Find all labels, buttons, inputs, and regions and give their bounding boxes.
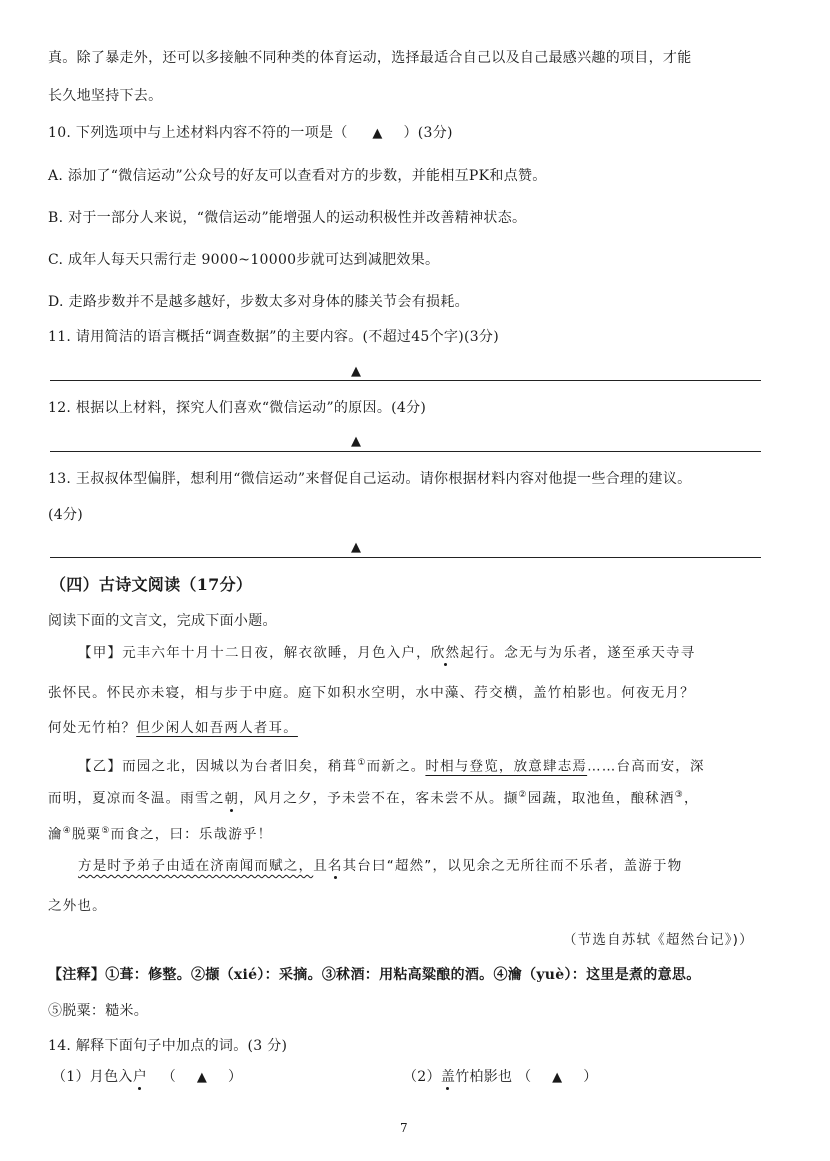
notes-line-2: ⑤脱粟：糙米。 [48, 1003, 149, 1019]
answer-triangle-icon: ▲ [196, 1070, 208, 1085]
text-jia-line-3 [48, 718, 298, 738]
answer-line [50, 451, 761, 452]
footnote-mark: ⑤ [101, 826, 111, 836]
footnote-mark: ③ [674, 790, 684, 800]
option-c: C. 成年人每天只需行走 9000~10000步就可达到减肥效果。 [48, 252, 440, 268]
page-number: 7 [400, 1121, 408, 1135]
option-b: B. 对于一部分人来说，“微信运动”能增强人的运动积极性并改善精神状态。 [48, 210, 527, 226]
text-yi-line-4 [78, 856, 682, 876]
question-12: 12. 根据以上材料，探究人们喜欢“微信运动”的原因。(4分) [48, 400, 427, 416]
text-segment: 起行。念无与为乐者，遂至承天寺寻 [460, 645, 696, 661]
option-d: D. 走路步数并不是越多越好，步数太多对身体的膝关节会有损耗。 [48, 294, 469, 310]
text-segment: 且 [313, 858, 328, 874]
question-13: 13. 王叔叔体型偏胖，想利用“微信运动”来督促自己运动。请你根据材料内容对他提一些合理的建议。 [48, 471, 692, 487]
footnote-mark: ④ [62, 826, 72, 836]
answer-line [50, 380, 761, 381]
text-jia-line-1 [78, 643, 695, 663]
text-segment: 瀹 [48, 826, 63, 843]
option-a: A. 添加了“微信运动”公众号的好友可以查看对方的步数，并能相互PK和点赞。 [48, 168, 547, 184]
section-heading: （四）古诗文阅读（17分） [50, 575, 253, 594]
footnote-mark: ② [518, 790, 528, 800]
bracket-close: ） [227, 1069, 243, 1085]
question-11: 11. 请用简洁的语言概括“调查数据”的主要内容。(不超过45个字)(3分) [48, 329, 499, 345]
passage-line: 长久地坚持下去。 [48, 88, 163, 104]
text-segment: 而新之。 [366, 758, 426, 775]
text-segment: ，风月之夕，予未尝不在，客未尝不从。撷 [239, 790, 519, 807]
dotted-word: 欣然 [430, 645, 461, 661]
text-segment: （1）月色入 [52, 1069, 133, 1085]
question-13-score: (4分) [48, 507, 84, 523]
question-text: 10. 下列选项中与上述材料内容不符的一项是（ [48, 125, 348, 141]
answer-triangle-icon: ▲ [351, 434, 361, 449]
question-14-item-2 [403, 1067, 598, 1088]
text-segment: 【甲】元丰六年十月十二日夜，解衣欲睡，月色入户， [78, 645, 431, 661]
answer-triangle-icon: ▲ [351, 364, 361, 379]
passage-line: 真。除了暴走外，还可以多接触不同种类的体育运动，选择最适合自己以及自己最感兴趣的项目，才能 [48, 50, 692, 66]
source-citation: （节选自苏轼《超然台记》)） [563, 932, 754, 948]
answer-triangle-icon: ▲ [351, 540, 361, 555]
question-score: ）(3分) [403, 125, 453, 141]
underlined-sentence: 时相与登览，放意肆志焉 [425, 758, 588, 775]
text-yi-line-3 [48, 821, 272, 845]
question-14: 14. 解释下面句子中加点的词。(3 分) [48, 1038, 288, 1054]
text-segment: （2） [403, 1069, 441, 1085]
instruction: 阅读下面的文言文，完成下面小题。 [48, 613, 277, 629]
answer-triangle-icon: ▲ [372, 126, 383, 141]
wavy-underlined-sentence: 方是时予弟子由适在济南闻而赋之， [78, 858, 314, 874]
question-10 [48, 123, 453, 144]
text-segment: 而食之，曰：乐哉游乎！ [110, 826, 273, 843]
text-segment: ……台高而安，深 [587, 758, 705, 775]
text-yi-line-5: 之外也。 [48, 898, 107, 914]
text-jia-line-2: 张怀民。怀民亦未寝，相与步于中庭。庭下如积水空明，水中藻、荇交横，盖竹柏影也。何夜无月？ [48, 685, 695, 701]
notes-text: 【注释】①葺：修整。②撷（xié）：采摘。③秫酒：用粘高粱酿的酒。④瀹（yuè）：这里是煮的意思。 [48, 967, 701, 983]
dotted-word: 户 [132, 1069, 148, 1085]
text-segment: 何处无竹柏？ [48, 720, 137, 736]
answer-triangle-icon: ▲ [552, 1070, 563, 1085]
text-segment: 竹柏影也 （ [455, 1069, 532, 1085]
text-segment: 【乙】而园之北，因城以为台者旧矣，稍葺 [78, 758, 358, 775]
dotted-word: 朝 [224, 790, 240, 807]
bracket-close: ） [583, 1069, 598, 1085]
footnote-mark: ① [357, 758, 367, 768]
text-yi-line-2 [48, 785, 699, 809]
text-segment: 园蔬，取池鱼，酿秫酒 [527, 790, 675, 807]
dotted-word: 名 [327, 858, 343, 874]
dotted-word: 盖 [440, 1069, 456, 1085]
text-segment: 其台曰“超然”，以见余之无所往而不乐者，盖游于物 [342, 858, 683, 874]
answer-line [50, 557, 761, 558]
text-segment: ， [683, 790, 699, 807]
bracket-open: （ [161, 1069, 177, 1085]
underlined-sentence: 但少闲人如吾两人者耳。 [136, 720, 298, 736]
question-14-item-1 [52, 1067, 242, 1088]
notes-line-1 [48, 965, 701, 985]
text-yi-line-1 [78, 753, 705, 777]
text-segment: 脱粟 [71, 826, 102, 843]
text-segment: 而明，夏凉而冬温。雨雪之 [48, 790, 225, 807]
